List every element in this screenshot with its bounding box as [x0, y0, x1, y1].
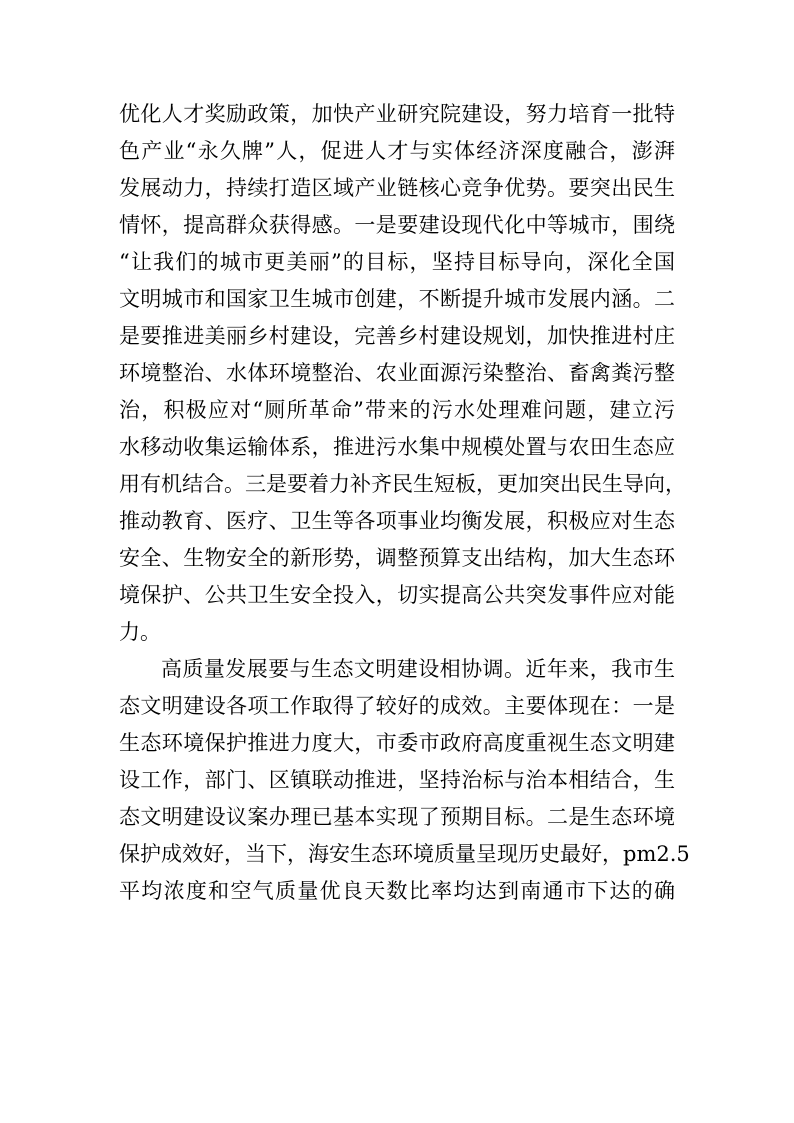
text-line: 力。	[119, 620, 161, 644]
text-line: 安全、生物安全的新形势，调整预算支出结构，加大生态环	[119, 546, 675, 570]
text-line: 保护成效好，当下，海安生态环境质量呈现历史最好，pm2.5	[119, 842, 690, 866]
text-line: 用有机结合。三是要着力补齐民生短板，更加突出民生导向，	[119, 472, 686, 496]
text-line: 生态环境保护推进力度大，市委市政府高度重视生态文明建	[119, 731, 675, 755]
text-line: 平均浓度和空气质量优良天数比率均达到南通市下达的确	[119, 879, 675, 903]
paragraph-2	[119, 651, 690, 910]
text-line: 情怀，提高群众获得感。一是要建设现代化中等城市，围绕	[119, 213, 675, 237]
text-line: 态文明建设议案办理已基本实现了预期目标。二是生态环境	[119, 805, 675, 829]
text-line: 环境整治、水体环境整治、农业面源污染整治、畜禽粪污整	[119, 361, 675, 385]
text-line: 治，积极应对“厕所革命”带来的污水处理难问题，建立污	[119, 398, 675, 422]
text-line: 态文明建设各项工作取得了较好的成效。主要体现在：一是	[119, 694, 675, 718]
text-line: 推动教育、医疗、卫生等各项事业均衡发展，积极应对生态	[119, 509, 675, 533]
text-line: “让我们的城市更美丽”的目标，坚持目标导向，深化全国	[119, 250, 675, 274]
text-line: 发展动力，持续打造区域产业链核心竞争优势。要突出民生	[119, 176, 675, 200]
text-line: 设工作，部门、区镇联动推进，坚持治标与治本相结合，生	[119, 768, 675, 792]
text-line: 优化人才奖励政策，加快产业研究院建设，努力培育一批特	[119, 102, 675, 126]
text-line: 境保护、公共卫生安全投入，切实提高公共突发事件应对能	[119, 583, 675, 607]
text-line: 高质量发展要与生态文明建设相协调。近年来，我市生	[161, 657, 675, 681]
text-line: 色产业“永久牌”人，促进人才与实体经济深度融合，澎湃	[119, 139, 675, 163]
document-body	[119, 96, 690, 910]
text-line: 是要推进美丽乡村建设，完善乡村建设规划，加快推进村庄	[119, 324, 675, 348]
text-line: 文明城市和国家卫生城市创建，不断提升城市发展内涵。二	[119, 287, 675, 311]
paragraph-1	[119, 96, 686, 651]
text-line: 水移动收集运输体系，推进污水集中规模处置与农田生态应	[119, 435, 675, 459]
